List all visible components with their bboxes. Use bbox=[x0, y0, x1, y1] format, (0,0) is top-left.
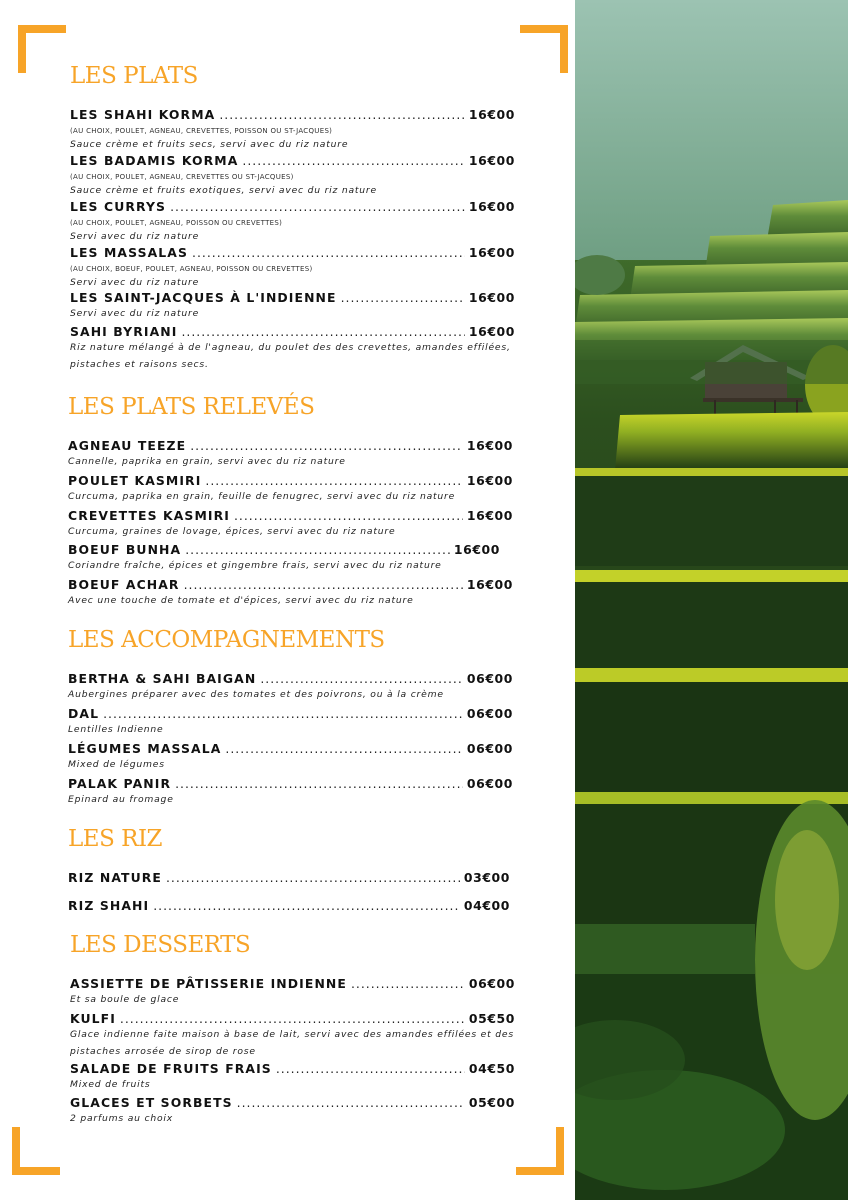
dot-leader bbox=[103, 706, 463, 721]
dot-leader bbox=[276, 1061, 465, 1076]
item-description-cont: pistaches et raisons secs. bbox=[70, 359, 209, 370]
item-description: Mixed de légumes bbox=[68, 759, 165, 770]
item-name: AGNEAU TEEZE bbox=[68, 438, 187, 453]
item-description: Sauce crème et fruits exotiques, servi avec du riz nature bbox=[70, 185, 377, 196]
menu-item bbox=[68, 706, 513, 738]
item-options: (AU CHOIX, POULET, AGNEAU, POISSON OU CREVETTES) bbox=[70, 219, 283, 227]
menu-item bbox=[70, 1095, 515, 1127]
item-price: 06€00 bbox=[466, 671, 513, 686]
item-price: 16€00 bbox=[466, 577, 513, 592]
item-price: 04€50 bbox=[468, 1061, 515, 1076]
item-price: 16€00 bbox=[466, 508, 513, 523]
item-name: RIZ NATURE bbox=[68, 870, 162, 885]
menu-item bbox=[68, 473, 513, 505]
section-title-plats-releves: LES PLATS RELEVÉS bbox=[68, 394, 315, 420]
dot-leader bbox=[175, 776, 463, 791]
item-options: (AU CHOIX, POULET, AGNEAU, CREVETTES, POISSON OU ST-JACQUES) bbox=[70, 127, 333, 135]
item-name: PALAK PANIR bbox=[68, 776, 172, 791]
menu-item bbox=[70, 1061, 515, 1093]
menu-item bbox=[68, 898, 510, 913]
item-description-cont: pistaches arrosée de sirop de rose bbox=[70, 1046, 256, 1057]
item-name: LÉGUMES MASSALA bbox=[68, 741, 222, 756]
menu-item bbox=[70, 199, 515, 245]
item-price: 05€50 bbox=[468, 1011, 515, 1026]
item-name: BOEUF ACHAR bbox=[68, 577, 180, 592]
menu-item bbox=[70, 107, 515, 153]
item-description: Mixed de fruits bbox=[70, 1079, 151, 1090]
item-name: LES BADAMIS KORMA bbox=[70, 153, 239, 168]
item-description: Et sa boule de glace bbox=[70, 994, 180, 1005]
dot-leader bbox=[225, 741, 462, 756]
item-price: 03€00 bbox=[463, 870, 510, 885]
item-name: GLACES ET SORBETS bbox=[70, 1095, 233, 1110]
item-description: Lentilles Indienne bbox=[68, 724, 164, 735]
item-price: 06€00 bbox=[466, 706, 513, 721]
item-price: 16€00 bbox=[466, 473, 513, 488]
item-description: Servi avec du riz nature bbox=[70, 308, 200, 319]
item-name: POULET KASMIRI bbox=[68, 473, 202, 488]
dot-leader bbox=[170, 199, 465, 214]
menu-item bbox=[70, 1011, 515, 1060]
item-price: 06€00 bbox=[468, 976, 515, 991]
dot-leader bbox=[153, 898, 460, 913]
dot-leader bbox=[351, 976, 465, 991]
menu-item bbox=[70, 245, 515, 291]
item-description: Servi avec du riz nature bbox=[70, 277, 200, 288]
dot-leader bbox=[181, 324, 464, 339]
item-description: Aubergines préparer avec des tomates et des poivrons, ou à la crème bbox=[68, 689, 444, 700]
rice-terrace-photo bbox=[575, 0, 848, 1200]
item-price: 16€00 bbox=[468, 107, 515, 122]
item-price: 16€00 bbox=[468, 290, 515, 305]
section-title-plats: LES PLATS bbox=[70, 63, 198, 89]
corner-bracket-bottom-right bbox=[516, 1127, 564, 1175]
dot-leader bbox=[341, 290, 465, 305]
menu-item bbox=[68, 577, 513, 609]
terrace-landscape-icon bbox=[575, 0, 848, 1200]
menu-item bbox=[68, 741, 513, 773]
dot-leader bbox=[190, 438, 463, 453]
dot-leader bbox=[185, 542, 450, 557]
item-description: Epinard au fromage bbox=[68, 794, 174, 805]
item-price: 05€00 bbox=[468, 1095, 515, 1110]
item-name: RIZ SHAHI bbox=[68, 898, 150, 913]
item-options: (AU CHOIX, BOEUF, POULET, AGNEAU, POISSON OU CREVETTES) bbox=[70, 265, 313, 273]
item-description: Curcuma, paprika en grain, feuille de fenugrec, servi avec du riz nature bbox=[68, 491, 456, 502]
menu-item bbox=[68, 542, 500, 574]
menu-item bbox=[68, 671, 513, 703]
item-description: Servi avec du riz nature bbox=[70, 231, 200, 242]
item-name: LES SAINT-JACQUES À L'INDIENNE bbox=[70, 290, 337, 305]
corner-bracket-top-right bbox=[520, 25, 568, 73]
menu-item bbox=[70, 290, 515, 322]
dot-leader bbox=[260, 671, 463, 686]
item-options: (AU CHOIX, POULET, AGNEAU, CREVETTES OU ST-JACQUES) bbox=[70, 173, 294, 181]
item-description: Cannelle, paprika en grain, servi avec du riz nature bbox=[68, 456, 346, 467]
item-name: CREVETTES KASMIRI bbox=[68, 508, 230, 523]
section-title-accompagnements: LES ACCOMPAGNEMENTS bbox=[68, 627, 385, 653]
item-description: Avec une touche de tomate et d'épices, servi avec du riz nature bbox=[68, 595, 414, 606]
item-price: 16€00 bbox=[468, 324, 515, 339]
menu-item bbox=[70, 153, 515, 199]
item-price: 16€00 bbox=[468, 153, 515, 168]
item-price: 16€00 bbox=[453, 542, 500, 557]
item-description: Coriandre fraîche, épices et gingembre frais, servi avec du riz nature bbox=[68, 560, 442, 571]
menu-item bbox=[70, 976, 515, 1008]
item-price: 16€00 bbox=[466, 438, 513, 453]
menu-item bbox=[68, 438, 513, 470]
item-name: KULFI bbox=[70, 1011, 116, 1026]
menu-item bbox=[70, 324, 515, 373]
dot-leader bbox=[205, 473, 462, 488]
item-description: Curcuma, graines de lovage, épices, servi avec du riz nature bbox=[68, 526, 396, 537]
section-title-riz: LES RIZ bbox=[68, 826, 163, 852]
item-name: LES CURRYS bbox=[70, 199, 167, 214]
item-name: ASSIETTE DE PÂTISSERIE INDIENNE bbox=[70, 976, 347, 991]
item-description: 2 parfums au choix bbox=[70, 1113, 173, 1124]
menu-item bbox=[68, 870, 510, 885]
item-description: Glace indienne faite maison à base de lait, servi avec des amandes effilées et des bbox=[70, 1029, 514, 1040]
dot-leader bbox=[192, 245, 465, 260]
item-price: 16€00 bbox=[468, 199, 515, 214]
item-name: BERTHA & SAHI BAIGAN bbox=[68, 671, 257, 686]
item-description: Riz nature mélangé à de l'agneau, du poulet des des crevettes, amandes effilées, bbox=[70, 342, 511, 353]
item-price: 16€00 bbox=[468, 245, 515, 260]
item-description: Sauce crème et fruits secs, servi avec du riz nature bbox=[70, 139, 349, 150]
item-price: 04€00 bbox=[463, 898, 510, 913]
dot-leader bbox=[184, 577, 463, 592]
item-name: BOEUF BUNHA bbox=[68, 542, 182, 557]
dot-leader bbox=[219, 107, 465, 122]
dot-leader bbox=[166, 870, 460, 885]
item-name: DAL bbox=[68, 706, 100, 721]
dot-leader bbox=[120, 1011, 465, 1026]
dot-leader bbox=[237, 1095, 465, 1110]
menu-item bbox=[68, 776, 513, 808]
dot-leader bbox=[242, 153, 464, 168]
item-price: 06€00 bbox=[466, 741, 513, 756]
item-price: 06€00 bbox=[466, 776, 513, 791]
item-name: SAHI BYRIANI bbox=[70, 324, 178, 339]
corner-bracket-bottom-left bbox=[12, 1127, 60, 1175]
section-title-desserts: LES DESSERTS bbox=[70, 932, 251, 958]
corner-bracket-top-left bbox=[18, 25, 66, 73]
item-name: LES SHAHI KORMA bbox=[70, 107, 216, 122]
item-name: LES MASSALAS bbox=[70, 245, 189, 260]
item-name: SALADE DE FRUITS FRAIS bbox=[70, 1061, 272, 1076]
menu-item bbox=[68, 508, 513, 540]
dot-leader bbox=[234, 508, 463, 523]
